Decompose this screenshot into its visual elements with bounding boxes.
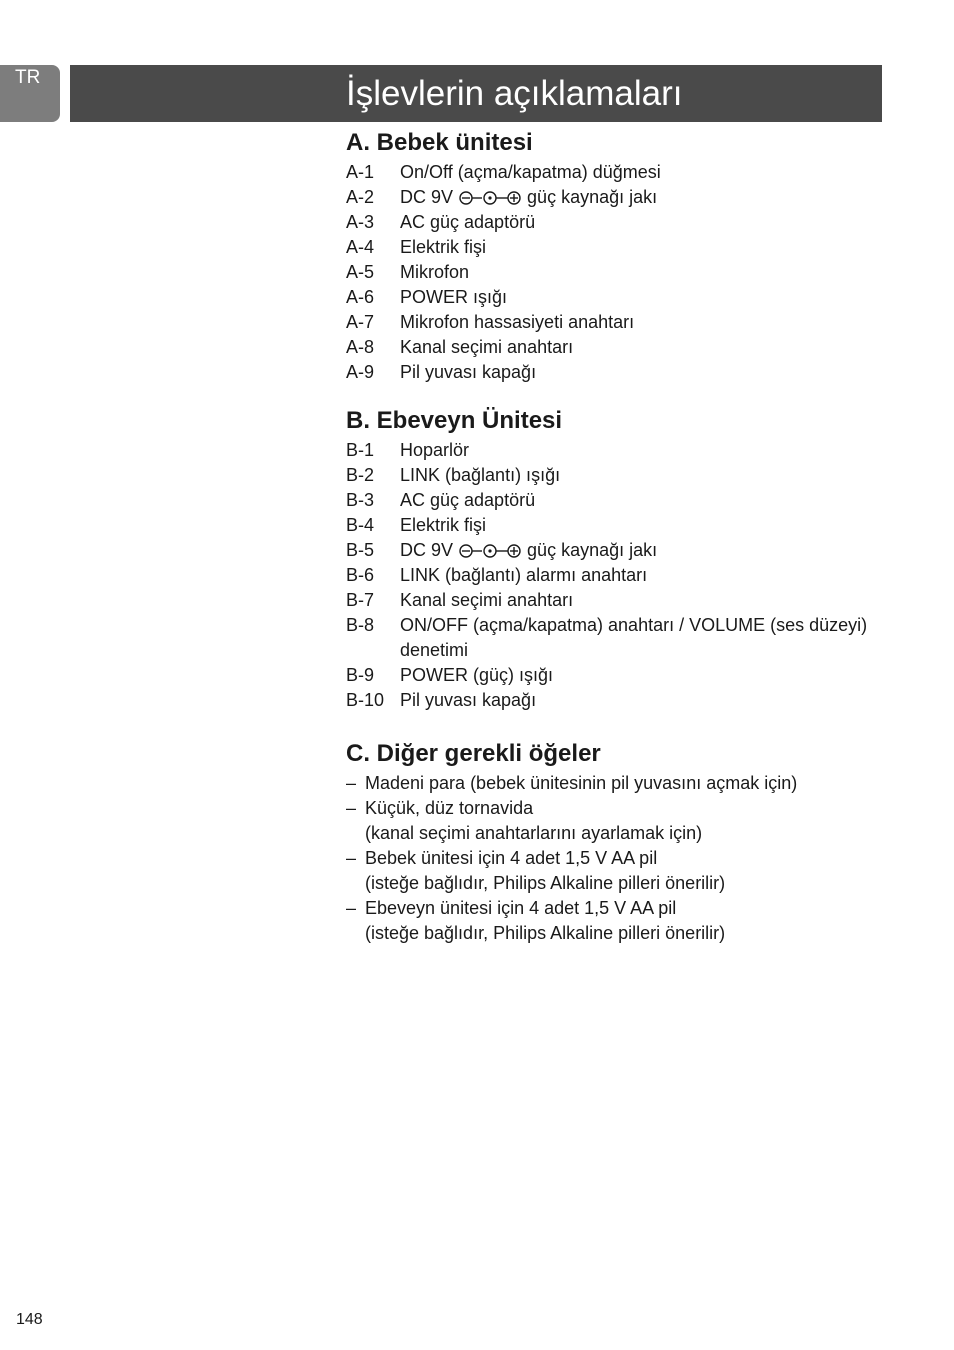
section-other-items: [346, 737, 886, 946]
list-item: [346, 360, 886, 385]
list-item: [346, 488, 886, 513]
dc-polarity-icon: [458, 543, 522, 559]
item-text-before: DC 9V: [400, 540, 454, 560]
item-text-before: DC 9V: [400, 187, 454, 207]
list-item: [346, 185, 886, 210]
language-tab: [0, 65, 60, 122]
item-code: A-6: [346, 287, 375, 307]
item-text: LINK (bağlantı) alarmı anahtarı: [400, 565, 648, 585]
item-code: B-4: [346, 515, 375, 535]
item-line: Madeni para (bebek ünitesinin pil yuvasını açmak için): [365, 773, 798, 793]
item-text: Pil yuvası kapağı: [400, 362, 537, 382]
item-dash: –: [346, 898, 357, 918]
item-text: Kanal seçimi anahtarı: [400, 337, 574, 357]
section-heading-baby-unit: A. Bebek ünitesi: [346, 129, 533, 156]
section-baby-unit: [346, 126, 886, 385]
list-item: [346, 160, 886, 185]
item-text: Hoparlör: [400, 440, 470, 460]
item-line: Ebeveyn ünitesi için 4 adet 1,5 V AA pil: [365, 898, 677, 918]
list-item: [346, 310, 886, 335]
item-text: [365, 846, 886, 896]
item-text: POWER ışığı: [400, 287, 508, 307]
list-item: [346, 846, 886, 896]
item-text: AC güç adaptörü: [400, 490, 536, 510]
item-code: B-1: [346, 440, 375, 460]
list-item: [346, 663, 886, 688]
item-text: Elektrik fişi: [400, 515, 487, 535]
item-text: POWER (güç) ışığı: [400, 665, 554, 685]
item-line: (isteğe bağlıdır, Philips Alkaline pilleri önerilir): [365, 923, 726, 943]
item-dash: –: [346, 848, 357, 868]
item-code: B-2: [346, 465, 375, 485]
item-code: B-8: [346, 615, 375, 635]
list-item: [346, 688, 886, 713]
baby-unit-item-list: [346, 160, 886, 385]
item-text: Mikrofon hassasiyeti anahtarı: [400, 312, 635, 332]
page-number: 148: [16, 1311, 43, 1328]
item-code: B-6: [346, 565, 375, 585]
parent-unit-item-list: [346, 438, 886, 713]
item-text: [400, 185, 886, 210]
item-text: Kanal seçimi anahtarı: [400, 590, 574, 610]
item-text: LINK (bağlantı) ışığı: [400, 465, 561, 485]
list-item: [346, 588, 886, 613]
list-item: [346, 235, 886, 260]
item-line: (kanal seçimi anahtarlarını ayarlamak için): [365, 823, 703, 843]
page-title: İşlevlerin açıklamaları: [346, 74, 683, 113]
list-item: [346, 463, 886, 488]
item-dash: –: [346, 798, 357, 818]
item-text: On/Off (açma/kapatma) düğmesi: [400, 162, 661, 182]
title-bar: [70, 65, 882, 122]
language-tab-label: TR: [15, 67, 41, 88]
list-item: [346, 285, 886, 310]
list-item: [346, 260, 886, 285]
list-item: [346, 335, 886, 360]
item-code: B-7: [346, 590, 375, 610]
item-text: [365, 796, 886, 846]
list-item: [346, 513, 886, 538]
other-items-list: [346, 771, 886, 946]
item-text: Mikrofon: [400, 262, 470, 282]
item-code: B-10: [346, 690, 385, 710]
item-code: A-4: [346, 237, 375, 257]
list-item: [346, 438, 886, 463]
list-item: [346, 563, 886, 588]
item-text-after: güç kaynağı jakı: [527, 187, 658, 207]
item-line: Küçük, düz tornavida: [365, 798, 534, 818]
list-item: [346, 613, 886, 663]
item-text: AC güç adaptörü: [400, 212, 536, 232]
item-code: A-7: [346, 312, 375, 332]
item-text: [400, 538, 886, 563]
section-heading-other-items: C. Diğer gerekli öğeler: [346, 740, 601, 767]
item-text: ON/OFF (açma/kapatma) anahtarı / VOLUME (ses düzeyi) denetimi: [400, 615, 868, 660]
list-item: [346, 538, 886, 563]
item-text: [365, 896, 886, 946]
item-code: A-5: [346, 262, 375, 282]
item-text: [365, 771, 886, 796]
item-code: B-5: [346, 540, 375, 560]
item-text-after: güç kaynağı jakı: [527, 540, 658, 560]
list-item: [346, 796, 886, 846]
section-parent-unit: [346, 404, 886, 713]
item-code: B-9: [346, 665, 375, 685]
item-text: Elektrik fişi: [400, 237, 487, 257]
content-column: [346, 126, 886, 946]
list-item: [346, 771, 886, 796]
section-heading-parent-unit: B. Ebeveyn Ünitesi: [346, 407, 563, 434]
item-code: A-3: [346, 212, 375, 232]
item-dash: –: [346, 773, 357, 793]
dc-polarity-icon: [458, 190, 522, 206]
item-code: A-9: [346, 362, 375, 382]
item-code: A-8: [346, 337, 375, 357]
item-code: B-3: [346, 490, 375, 510]
item-code: A-1: [346, 162, 375, 182]
list-item: [346, 210, 886, 235]
item-line: Bebek ünitesi için 4 adet 1,5 V AA pil: [365, 848, 658, 868]
item-line: (isteğe bağlıdır, Philips Alkaline pilleri önerilir): [365, 873, 726, 893]
item-text: Pil yuvası kapağı: [400, 690, 537, 710]
item-code: A-2: [346, 187, 375, 207]
list-item: [346, 896, 886, 946]
